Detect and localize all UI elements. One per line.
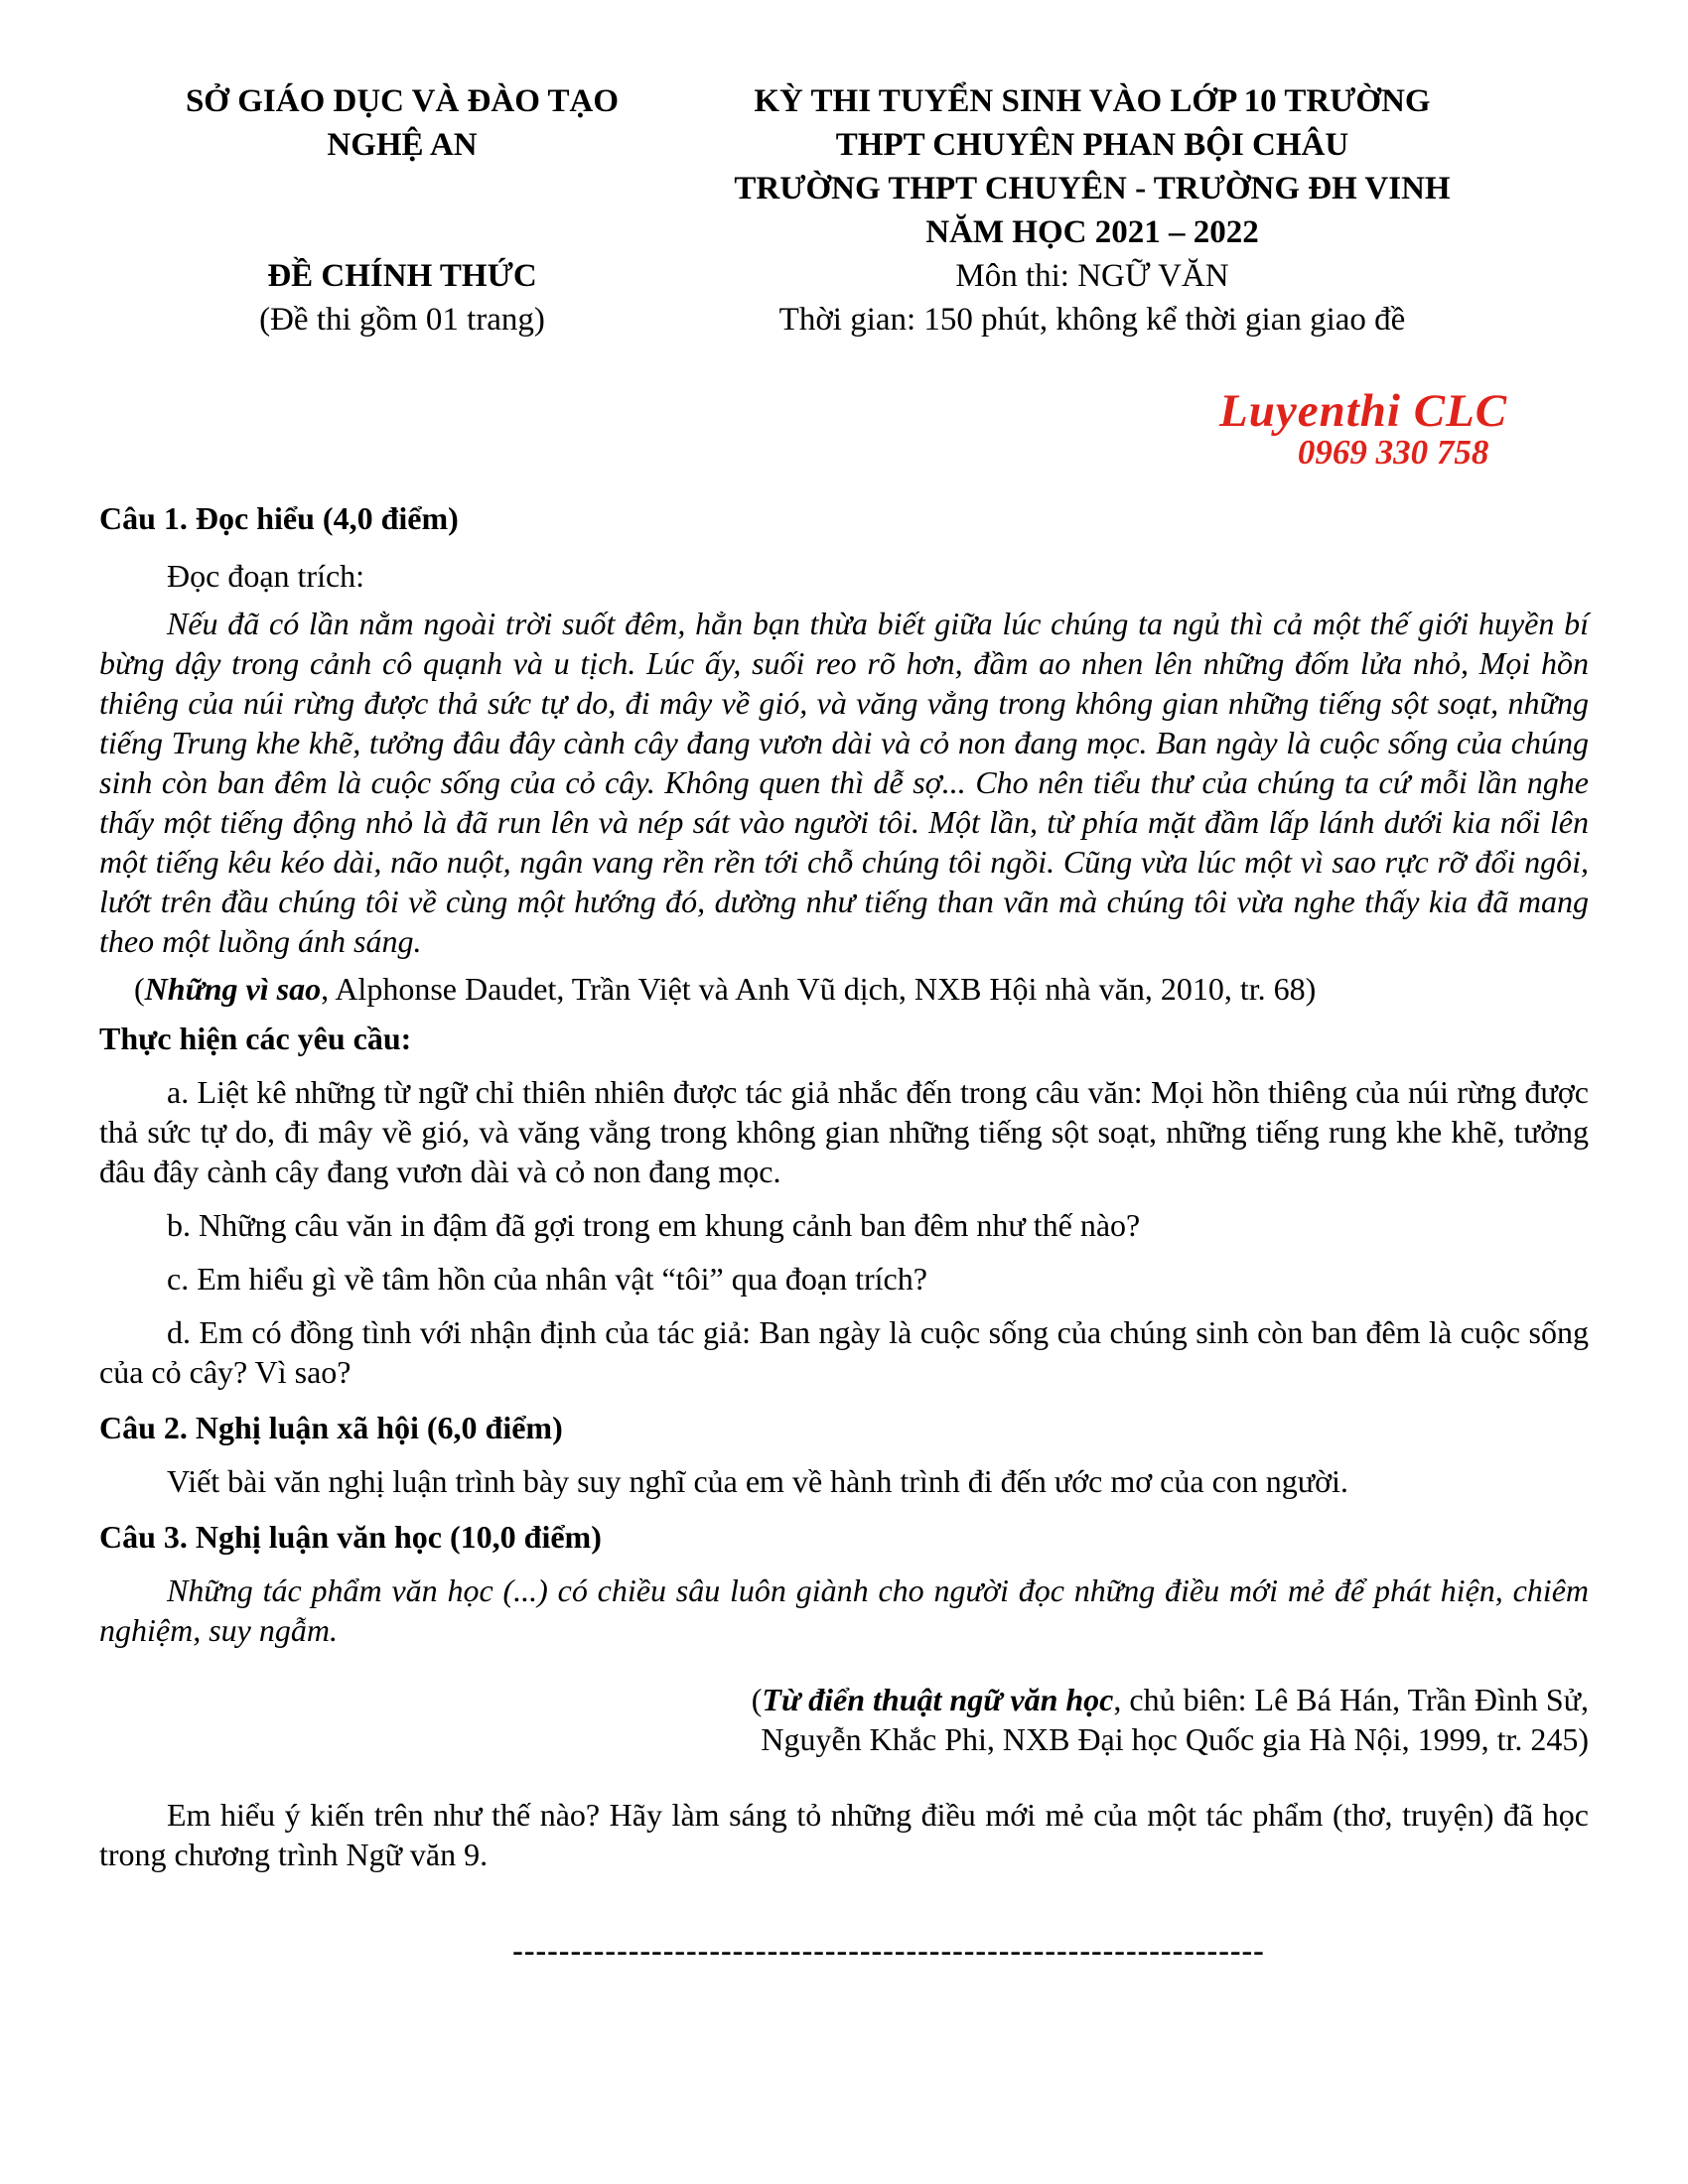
cau3-citation-line2: Nguyễn Khắc Phi, NXB Đại học Quốc gia Hà Nội, 1999, tr. 245) bbox=[761, 1721, 1589, 1757]
cau1-item-c: c. Em hiểu gì về tâm hồn của nhân vật “tôi” qua đoạn trích? bbox=[167, 1261, 927, 1297]
cau2-title: Câu 2. Nghị luận xã hội (6,0 điểm) bbox=[99, 1410, 563, 1445]
cau1-intro: Đọc đoạn trích: bbox=[167, 558, 365, 594]
exam-header bbox=[99, 79, 1589, 341]
exam-title-line1: KỲ THI TUYỂN SINH VÀO LỚP 10 TRƯỜNG bbox=[754, 83, 1431, 119]
cau1-citation-rest: , Alphonse Daudet, Trần Việt và Anh Vũ dịch, NXB Hội nhà văn, 2010, tr. 68) bbox=[321, 971, 1317, 1007]
cau1-requirements-heading: Thực hiện các yêu cầu: bbox=[99, 1021, 412, 1056]
cau1-title: Câu 1. Đọc hiểu (4,0 điểm) bbox=[99, 500, 459, 536]
cau3-quote: Những tác phẩm văn học (...) có chiều sâu luôn giành cho người đọc những điều mới mẻ để phát hiện, chiêm nghiệm, suy ngẫm. bbox=[99, 1572, 1589, 1648]
cau3-citation-rest1: , chủ biên: Lê Bá Hán, Trần Đình Sử, bbox=[1113, 1682, 1589, 1717]
page-count-note: (Đề thi gồm 01 trang) bbox=[259, 302, 545, 338]
header-left-block bbox=[154, 79, 650, 341]
cau1-citation-source: Những vì sao bbox=[144, 971, 322, 1007]
cau1-item-d: d. Em có đồng tình với nhận định của tác giả: Ban ngày là cuộc sống của chúng sinh còn ban đêm là cuộc sống của cỏ cây? Vì sao? bbox=[99, 1314, 1589, 1390]
header-left-spacer bbox=[154, 167, 650, 254]
department-name-line1: SỞ GIÁO DỤC VÀ ĐÀO TẠO bbox=[185, 83, 620, 119]
cau1-item-a: a. Liệt kê những từ ngữ chỉ thiên nhiên được tác giả nhắc đến trong câu văn: Mọi hồn thiêng của núi rừng được thả sức tự do, đi mây về gió, và văng vẳng trong không gian những tiếng sột soạt, những tiếng rung khe khẽ, tưởng đâu đây cành cây đang vươn dài và cỏ non đang mọc. bbox=[99, 1074, 1589, 1189]
cau3-citation-open: ( bbox=[751, 1682, 763, 1717]
cau1-citation bbox=[99, 969, 1589, 1009]
logo-phone-number: 0969 330 758 bbox=[1297, 433, 1489, 472]
subject-line: Môn thi: NGỮ VĂN bbox=[955, 258, 1229, 294]
cau2-body: Viết bài văn nghị luận trình bày suy nghĩ của em về hành trình đi đến ước mơ của con người. bbox=[167, 1463, 1348, 1499]
cau3-citation-source: Từ điển thuật ngữ văn học bbox=[762, 1682, 1114, 1717]
logo-name-text: Luyenthi CLC bbox=[1219, 385, 1508, 437]
end-divider: ----------------------------------------------------------------- bbox=[512, 1932, 1265, 1968]
exam-title-line2: THPT CHUYÊN PHAN BỘI CHÂU bbox=[835, 127, 1349, 163]
luyenthi-clc-logo bbox=[1219, 387, 1507, 471]
department-name-line2: NGHỆ AN bbox=[327, 127, 478, 163]
cau3-citation-line1 bbox=[99, 1680, 1589, 1719]
cau3-closing: Em hiểu ý kiến trên như thế nào? Hãy làm sáng tỏ những điều mới mẻ của một tác phẩm (thơ, truyện) đã học trong chương trình Ngữ văn 9. bbox=[99, 1797, 1589, 1872]
duration-line: Thời gian: 150 phút, không kể thời gian giao đề bbox=[778, 302, 1406, 338]
cau1-passage: Nếu đã có lần nằm ngoài trời suốt đêm, hẳn bạn thừa biết giữa lúc chúng ta ngủ thì cả một thế giới huyền bí bừng dậy trong cảnh cô quạnh và u tịch. Lúc ấy, suối reo rõ hơn, đầm ao nhen lên những đốm lửa nhỏ, Mọi hồn thiêng của núi rừng được thả sức tự do, đi mây về gió, và văng vẳng trong không gian những tiếng sột soạt, những tiếng Trung khe khẽ, tưởng đâu đây cành cây đang vươn dài và cỏ non đang mọc. Ban ngày là cuộc sống của chúng sinh còn ban đêm là cuộc sống của cỏ cây. Không quen thì dễ sợ... Cho nên tiểu thư của chúng ta cứ mỗi lần nghe thấy một tiếng động nhỏ là đã run lên và nép sát vào người tôi. Một lần, từ phía mặt đầm lấp lánh dưới kia nổi lên một tiếng kêu kéo dài, não nuột, ngân vang rền rền tới chỗ chúng tôi ngồi. Cũng vừa lúc một vì sao rực rỡ đổi ngôi, lướt trên đầu chúng tôi về cùng một hướng đó, dường như tiếng than vãn mà chúng tôi vừa nghe thấy kia đã mang theo một luồng ánh sáng. bbox=[99, 606, 1589, 959]
exam-body bbox=[99, 498, 1589, 1970]
exam-title-line3: TRƯỜNG THPT CHUYÊN - TRƯỜNG ĐH VINH bbox=[734, 171, 1451, 206]
school-year: NĂM HỌC 2021 – 2022 bbox=[925, 214, 1259, 250]
cau1-citation-open: ( bbox=[134, 971, 145, 1007]
cau3-citation bbox=[99, 1680, 1589, 1759]
cau1-item-b: b. Những câu văn in đậm đã gợi trong em khung cảnh ban đêm như thế nào? bbox=[167, 1207, 1141, 1243]
header-right-block bbox=[710, 79, 1475, 341]
cau3-title: Câu 3. Nghị luận văn học (10,0 điểm) bbox=[99, 1519, 602, 1555]
official-exam-label: ĐỀ CHÍNH THỨC bbox=[267, 258, 537, 294]
